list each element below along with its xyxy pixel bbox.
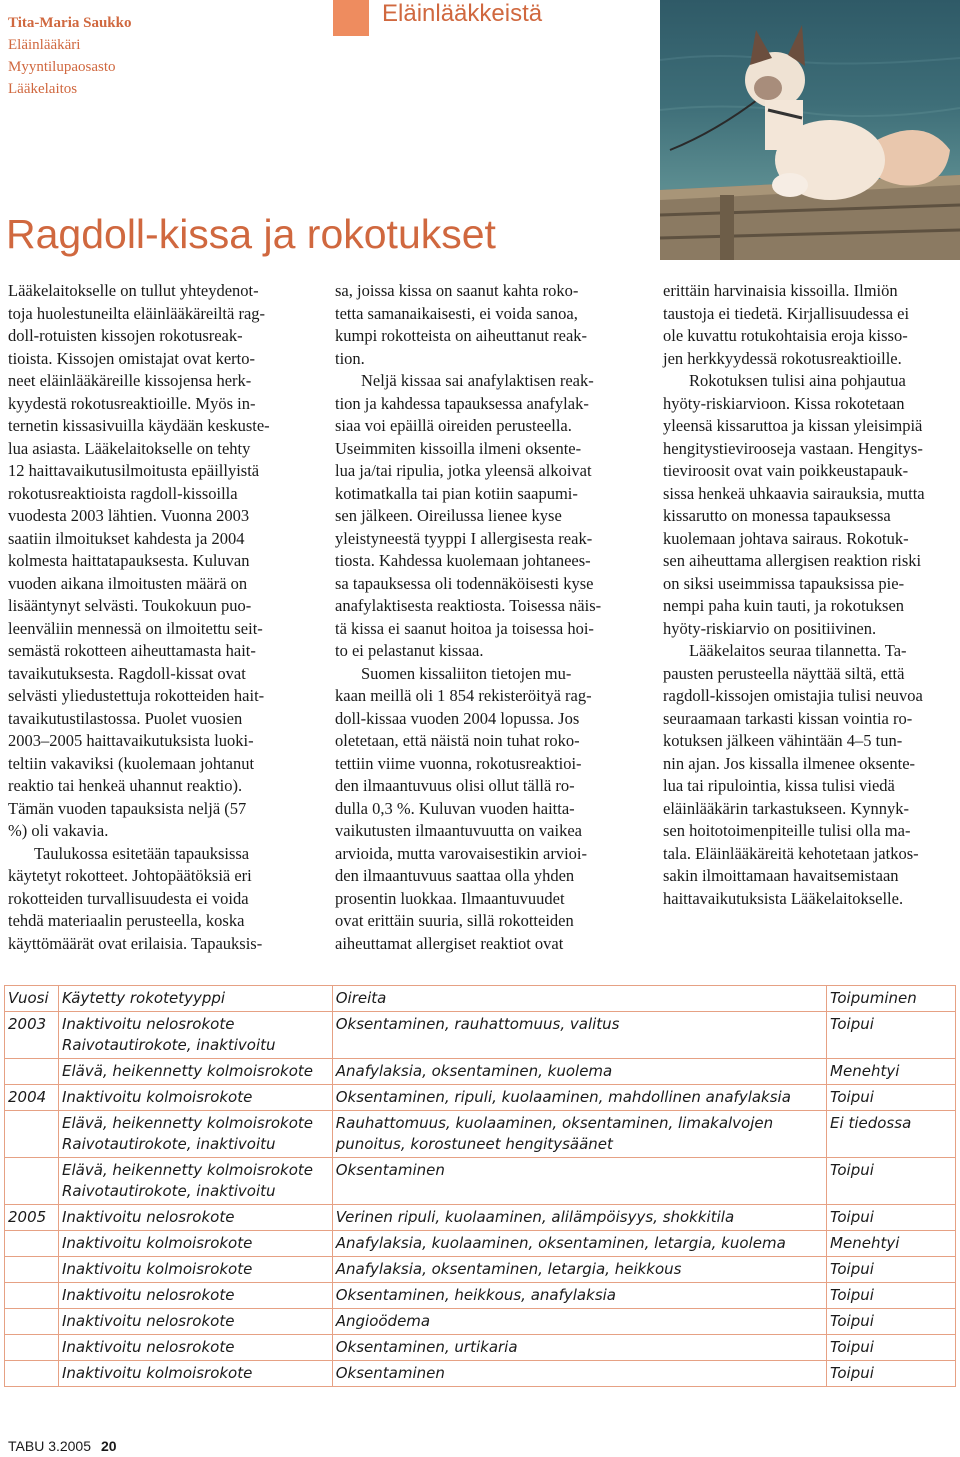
cell-line: Inaktivoitu nelosrokote (61, 1312, 235, 1330)
text-line: yleistyneestä tyyppi I allergisesta reak- (335, 528, 593, 548)
text-line: kolmesta haittatapauksesta. Kuluvan (8, 551, 250, 570)
text-line: lua tai ripulointia, kissa tulisi viedä (663, 776, 895, 795)
page-footer (8, 1438, 117, 1454)
text-line: to ei pelastanut kissaa. (335, 641, 484, 660)
text-line: rokotteiden turvallisuudesta ei voida (8, 888, 249, 908)
table-row (5, 1012, 956, 1059)
cell-recovery: Toipui (827, 1335, 956, 1361)
cell-line: Inaktivoitu nelosrokote (61, 1208, 235, 1226)
text-line: tetta samanaikaisesti, ei voida sanoa, (335, 303, 578, 323)
text-line: Lääkelaitos seuraa tilannetta. Ta- (689, 641, 907, 660)
text-line: tiosta. Kahdessa kuolemaan johtanees- (335, 551, 591, 570)
cell-symptoms (332, 1111, 826, 1158)
cell-symptoms (332, 1257, 826, 1283)
text-line: ternetin kissasivuilla käydään keskuste- (8, 416, 270, 435)
cell-line: Inaktivoitu kolmoisrokote (61, 1234, 253, 1252)
cell-symptoms (332, 1059, 826, 1085)
cell-vaccine-type (58, 1012, 332, 1059)
author-name: Tita-Maria Saukko (8, 15, 132, 31)
cell-recovery: Toipui (827, 1257, 956, 1283)
cell-symptoms (332, 1309, 826, 1335)
cell-line: Oksentaminen (335, 1364, 445, 1382)
text-line: oletetaan, että näistä noin tuhat roko- (335, 731, 580, 750)
cell-year (5, 1335, 59, 1361)
text-line: kissarutto on monessa tapauksessa (663, 506, 891, 525)
cell-recovery: Menehtyi (827, 1059, 956, 1085)
author-organization: Lääkelaitos (8, 81, 78, 97)
text-line: Lääkelaitokselle on tullut yhteydenot- (8, 281, 259, 300)
text-line: doll-kissaa vuoden 2004 lopussa. Jos (335, 708, 580, 728)
text-line: Rokotuksen tulisi aina pohjautua (689, 371, 906, 390)
cell-line: Oksentaminen, ripuli, kuolaaminen, mahdollinen anafylaksia (335, 1088, 791, 1106)
paragraph (663, 370, 955, 640)
text-line: vaikutusten ilmaantuvuutta on vaikea (335, 821, 582, 840)
text-line: taustoja ei tiedetä. Kirjallisuudessa ei (663, 303, 910, 323)
text-line: anafylaktisesta reaktiosta. Toisessa näis- (335, 596, 602, 615)
vaccination-reactions-table (4, 985, 956, 1387)
cell-symptoms (332, 1283, 826, 1309)
cell-recovery: Toipui (827, 1283, 956, 1309)
text-line: toja huolestuneilta eläinlääkäreiltä rag- (8, 303, 266, 323)
text-line: erittäin harvinaisia kissoilla. Ilmiön (663, 281, 898, 300)
page-number: 20 (101, 1438, 117, 1454)
text-line: kaan meillä oli 1 854 rekisteröityä rag- (335, 686, 592, 705)
paragraph (8, 280, 296, 843)
cell-line: Anafylaksia, oksentaminen, kuolema (335, 1062, 613, 1080)
text-line: dulla 0,3 %. Kuluvan vuoden haitta- (335, 798, 575, 818)
cell-line: Oksentaminen (335, 1161, 445, 1179)
cell-line: Elävä, heikennetty kolmoisrokote (61, 1062, 314, 1080)
table-row (5, 1158, 956, 1205)
text-line: ovat erittäin suuria, sillä rokotteiden (335, 911, 574, 930)
text-line: ole kuvattu rotukohtaisia eroja kisso- (663, 326, 908, 345)
text-line: Neljä kissaa sai anafylaktisen reak- (361, 371, 594, 390)
text-line: tehdä materiaalin perusteella, koska (8, 911, 245, 930)
table-row (5, 1085, 956, 1111)
cell-line: Raivotautirokote, inaktivoitu (61, 1182, 276, 1200)
table-row (5, 1283, 956, 1309)
author-role: Eläinlääkäri (8, 37, 81, 53)
text-line: Suomen kissaliiton tietojen mu- (361, 663, 572, 683)
text-line: kuolemaan johtava sairaus. Rokotuk- (663, 528, 909, 548)
cell-year (5, 1231, 59, 1257)
table-row (5, 1111, 956, 1158)
text-line: vuoden aikana ilmoitusten määrä on (8, 573, 248, 593)
cell-year (5, 1361, 59, 1387)
cell-year: 2003 (5, 1012, 59, 1059)
text-line: den ilmaantuvuus olisi ollut tällä ro- (335, 776, 575, 795)
text-line: ragdoll-kissojen omistajia tulisi neuvoa (663, 686, 923, 705)
table-row (5, 1309, 956, 1335)
text-line: pausten perusteella näyttää siltä, että (663, 663, 905, 683)
cell-vaccine-type (58, 1111, 332, 1158)
text-line: Taulukossa esitetään tapauksissa (34, 843, 250, 863)
text-line: 2003–2005 haittavaikutuksista luoki- (8, 731, 254, 750)
table-row (5, 1205, 956, 1231)
cat-illustration (660, 0, 960, 260)
table-row (5, 1361, 956, 1387)
cell-vaccine-type (58, 1335, 332, 1361)
text-line: sen hoitotoimenpiteille tulisi olla ma- (663, 821, 911, 840)
header-symptoms: Oireita (332, 986, 826, 1012)
cell-line: Angioödema (335, 1312, 431, 1330)
cell-year: 2005 (5, 1205, 59, 1231)
text-line: sen jälkeen. Oireilussa lienee kyse (335, 506, 562, 525)
text-line: tä kissa ei saanut hoitoa ja toisessa hoi- (335, 618, 594, 638)
cell-vaccine-type (58, 1059, 332, 1085)
text-line: 12 haittavaikutusilmoitusta epäillyistä (8, 461, 260, 480)
paragraph (8, 843, 296, 956)
cell-symptoms (332, 1085, 826, 1111)
cell-line: Oksentaminen, urtikaria (335, 1338, 518, 1356)
cell-vaccine-type (58, 1361, 332, 1387)
text-line: kyydestä rokotusreaktioille. Myös in- (8, 393, 256, 413)
cell-year: 2004 (5, 1085, 59, 1111)
text-line: selvästi yliedustettuja rokotteiden hait- (8, 686, 265, 705)
table-row (5, 1231, 956, 1257)
text-line: nin ajan. Jos kissalla ilmenee oksente- (663, 753, 916, 773)
cell-line: Inaktivoitu kolmoisrokote (61, 1260, 253, 1278)
cell-line: Oksentaminen, rauhattomuus, valitus (335, 1015, 620, 1033)
text-line: on siksi useimmissa tapauksissa pie- (663, 573, 905, 593)
text-line: tala. Eläinlääkäreitä kehotetaan jatkos- (663, 843, 919, 863)
text-line: jen herkkyydessä rokotusreaktioille. (663, 348, 902, 368)
cell-year (5, 1111, 59, 1158)
article-column-1 (8, 280, 296, 955)
cell-symptoms (332, 1205, 826, 1231)
cell-symptoms (332, 1231, 826, 1257)
cell-vaccine-type (58, 1309, 332, 1335)
author-block (8, 12, 132, 100)
paragraph (663, 280, 955, 370)
cell-line: Rauhattomuus, kuolaaminen, oksentaminen, limakalvojen (335, 1114, 774, 1132)
cell-line: Elävä, heikennetty kolmoisrokote (61, 1114, 314, 1132)
text-line: semästä rokotteen aiheuttamasta hait- (8, 641, 256, 660)
cell-line: Raivotautirokote, inaktivoitu (61, 1036, 276, 1054)
text-line: sissa henkeä uhkaavia sairauksia, mutta (663, 483, 925, 503)
text-line: neet eläinlääkäreille kissojensa herk- (8, 371, 252, 390)
cell-symptoms (332, 1012, 826, 1059)
text-line: yleensä kissaruttoa ja kissan yleisimpiä (663, 416, 923, 435)
text-line: hengitystievirooseja vastaan. Hengitys- (663, 438, 923, 458)
cell-year (5, 1283, 59, 1309)
text-line: Useimmiten kissoilla ilmeni oksente- (335, 438, 582, 458)
text-line: käyttömäärät ovat erilaisia. Tapauksis- (8, 933, 263, 953)
article-title: Ragdoll-kissa ja rokotukset (6, 211, 496, 257)
cell-recovery: Toipui (827, 1309, 956, 1335)
cell-line: Inaktivoitu nelosrokote (61, 1015, 235, 1033)
cell-line: Inaktivoitu kolmoisrokote (61, 1088, 253, 1106)
paragraph (335, 370, 635, 663)
text-line: vuodesta 2003 lähtien. Vuonna 2003 (8, 506, 250, 525)
text-line: haittavaikutuksista Lääkelaitokselle. (663, 888, 904, 908)
text-line: lua asiasta. Lääkelaitokselle on tehty (8, 438, 251, 458)
text-line: reaktio tai henkeä uhannut reaktio). (8, 776, 243, 795)
cell-year (5, 1158, 59, 1205)
cell-vaccine-type (58, 1085, 332, 1111)
text-line: nempi paha kuin tauti, ja rokotuksen (663, 596, 905, 615)
text-line: tioista. Kissojen omistajat ovat kerto- (8, 348, 256, 368)
cell-recovery: Toipui (827, 1012, 956, 1059)
text-line: hyöty-riskiarvioon. Kissa rokotetaan (663, 393, 905, 413)
text-line: %) oli vakavia. (8, 821, 109, 840)
cell-recovery: Toipui (827, 1361, 956, 1387)
text-line: kumpi rokotteista on aiheuttanut reak- (335, 326, 588, 345)
cell-line: Inaktivoitu kolmoisrokote (61, 1364, 253, 1382)
text-line: doll-rotuisten kissojen rokotusreak- (8, 326, 243, 345)
cell-line: punoitus, korostuneet hengitysäänet (335, 1135, 613, 1153)
text-line: Tämän vuoden tapauksista neljä (57 (8, 798, 247, 818)
paragraph (335, 663, 635, 956)
text-line: sa tapauksessa oli todennäköisesti kyse (335, 573, 594, 593)
text-line: tavaikutuksesta. Ragdoll-kissat ovat (8, 663, 246, 683)
cell-vaccine-type (58, 1231, 332, 1257)
text-line: aiheuttamat allergiset reaktiot ovat (335, 933, 564, 953)
text-line: sakin ilmoittamaan havaitsemistaan (663, 866, 899, 885)
text-line: kotuksen jälkeen vähintään 4–5 tun- (663, 731, 903, 750)
text-line: tion ja kahdessa tapauksessa anafylak- (335, 393, 589, 413)
author-department: Myyntilupaosasto (8, 59, 116, 75)
text-line: eläinlääkärin tarkastukseen. Kynnyk- (663, 798, 910, 818)
cell-symptoms (332, 1158, 826, 1205)
text-line: lua ja/tai ripulia, jotka yleensä alkoivat (335, 461, 592, 480)
cat-photo (660, 0, 960, 260)
cell-line: Inaktivoitu nelosrokote (61, 1338, 235, 1356)
cell-line: Oksentaminen, heikkous, anafylaksia (335, 1286, 616, 1304)
text-line: kotimatkalla tai pian kotiin saapumi- (335, 483, 578, 503)
text-line: tettiin viime vuonna, rokotusreaktioi- (335, 753, 582, 773)
text-line: tavaikutustilastossa. Puolet vuosien (8, 708, 243, 728)
cell-vaccine-type (58, 1205, 332, 1231)
text-line: sen aiheuttama allergisen reaktion riski (663, 551, 922, 570)
article-column-3 (663, 280, 955, 910)
paragraph (335, 280, 635, 370)
cell-recovery: Ei tiedossa (827, 1111, 956, 1158)
text-line: leenväliin mennessä on ilmoitettu seit- (8, 618, 263, 638)
cell-line: Elävä, heikennetty kolmoisrokote (61, 1161, 314, 1179)
cell-recovery: Menehtyi (827, 1231, 956, 1257)
header-vaccine-type: Käytetty rokotetyyppi (58, 986, 332, 1012)
text-line: siaa voi epäillä oireiden perusteella. (335, 416, 572, 435)
text-line: tion. (335, 348, 365, 368)
cell-recovery: Toipui (827, 1205, 956, 1231)
article-column-2 (335, 280, 635, 955)
cell-line: Inaktivoitu nelosrokote (61, 1286, 235, 1304)
header-year: Vuosi (5, 986, 59, 1012)
section-marker-square (333, 0, 369, 36)
text-line: saatiin ilmoitukset kahdesta ja 2004 (8, 528, 245, 548)
table-row (5, 1257, 956, 1283)
cell-line: Anafylaksia, oksentaminen, letargia, heikkous (335, 1260, 682, 1278)
publication-name: TABU 3.2005 (8, 1438, 92, 1454)
cell-vaccine-type (58, 1158, 332, 1205)
cell-recovery: Toipui (827, 1158, 956, 1205)
section-title: Eläinlääkkeistä (382, 0, 543, 27)
cell-symptoms (332, 1361, 826, 1387)
cell-year (5, 1059, 59, 1085)
cell-year (5, 1257, 59, 1283)
text-line: prosentin luokkaa. Ilmaantuvuudet (335, 888, 565, 908)
cell-line: Verinen ripuli, kuolaaminen, alilämpöisyys, shokkitila (335, 1208, 735, 1226)
text-line: teltiin vakaviksi (kuolemaan johtanut (8, 753, 255, 773)
table-row (5, 1335, 956, 1361)
text-line: arvioida, mutta varovaisestikin arvioi- (335, 843, 588, 863)
cell-recovery: Toipui (827, 1085, 956, 1111)
cell-vaccine-type (58, 1283, 332, 1309)
paragraph (663, 640, 955, 910)
text-line: tieviroosit ovat vain poikkeustapauk- (663, 461, 909, 480)
table-row (5, 1059, 956, 1085)
table-header-row (5, 986, 956, 1012)
cell-symptoms (332, 1335, 826, 1361)
cell-vaccine-type (58, 1257, 332, 1283)
cell-year (5, 1309, 59, 1335)
text-line: den ilmaantuvuus saattaa olla yhden (335, 866, 575, 885)
text-line: sa, joissa kissa on saanut kahta roko- (335, 281, 579, 300)
cell-line: Raivotautirokote, inaktivoitu (61, 1135, 276, 1153)
cell-line: Anafylaksia, kuolaaminen, oksentaminen, letargia, kuolema (335, 1234, 786, 1252)
text-line: rokotusreaktioista ragdoll-kissoilla (8, 483, 238, 503)
text-line: lisääntynyt selvästi. Toukokuun puo- (8, 596, 252, 615)
text-line: käytetyt rokotteet. Johtopäätöksiä eri (8, 866, 252, 885)
text-line: seuraamaan tarkasti kissan vointia ro- (663, 708, 913, 728)
text-line: hyöty-riskiarvio on positiivinen. (663, 618, 877, 638)
header-recovery: Toipuminen (827, 986, 956, 1012)
